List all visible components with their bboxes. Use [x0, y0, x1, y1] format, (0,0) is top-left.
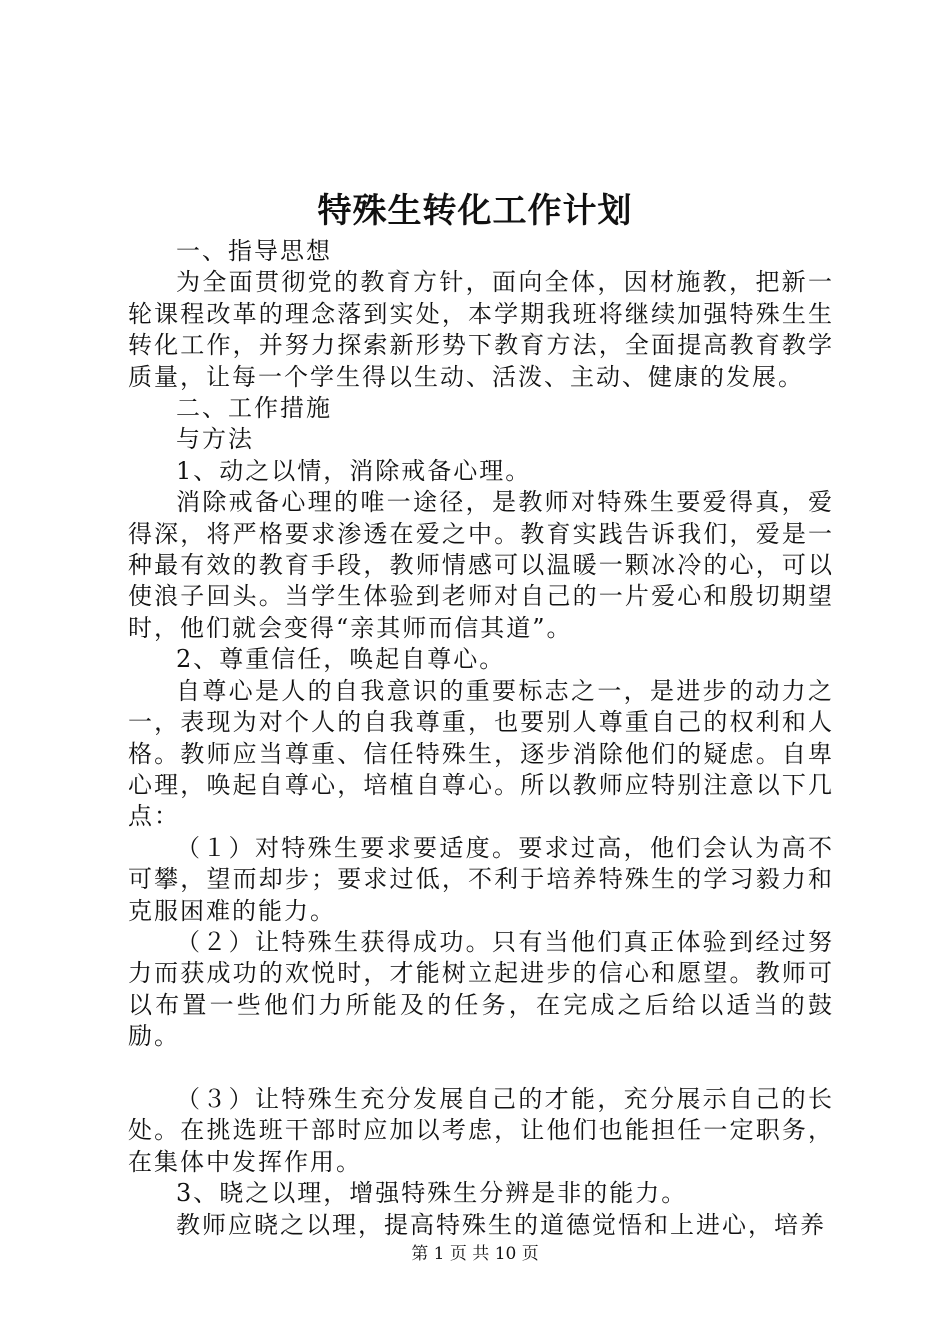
document-body	[128, 236, 834, 1241]
subheading-2: 2、尊重信任，唤起自尊心。	[176, 645, 506, 674]
paragraph-3: 教师应晓之以理，提高特殊生的道德觉悟和上进心，培养	[176, 1210, 826, 1239]
section-heading-1: 一、指导思想	[176, 237, 332, 265]
section-heading-2-continued: 与方法	[176, 425, 254, 454]
section-heading-2: 二、工作措施	[176, 394, 332, 423]
document-title: 特殊生转化工作计划	[317, 191, 633, 231]
subheading-3: 3、晓之以理，增强特殊生分辨是非的能力。	[176, 1179, 688, 1208]
list-item-3: （３）让特殊生充分发展自己的才能，充分展示自己的长处。在挑选班干部时应加以考虑，让他们也能担任一定职务，在集体中发挥作用。	[128, 1084, 834, 1176]
list-item-2: （２）让特殊生获得成功。只有当他们真正体验到经过努力而获成功的欢悦时，才能树立起进步的信心和愿望。教师可以布置一些他们力所能及的任务，在完成之后给以适当的鼓励。	[128, 927, 834, 1051]
list-item-1: （１）对特殊生要求要适度。要求过高，他们会认为高不可攀，望而却步；要求过低，不利于培养特殊生的学习毅力和克服困难的能力。	[128, 833, 834, 925]
paragraph-guiding-thought: 为全面贯彻党的教育方针，面向全体，因材施教，把新一轮课程改革的理念落到实处，本学期我班将继续加强特殊生生转化工作，并努力探索新形势下教育方法，全面提高教育教学质量，让每一个学生得以生动、活泼、主动、健康的发展。	[128, 268, 834, 391]
paragraph-2: 自尊心是人的自我意识的重要标志之一，是进步的动力之一，表现为对个人的自我尊重，也要别人尊重自己的权利和人格。教师应当尊重、信任特殊生，逐步消除他们的疑虑。自卑心理，唤起自尊心，培植自尊心。所以教师应特别注意以下几点：	[128, 676, 834, 831]
subheading-1: 1、动之以情，消除戒备心理。	[176, 456, 532, 485]
paragraph-1: 消除戒备心理的唯一途径，是教师对特殊生要爱得真，爱得深，将严格要求渗透在爱之中。教育实践告诉我们，爱是一种最有效的教育手段，教师情感可以温暖一颗冰冷的心，可以使浪子回头。当学生体验到老师对自己的一片爱心和殷切期望时，他们就会变得“亲其师而信其道”。	[128, 488, 834, 642]
page-number-footer: 第 1 页 共 10 页	[411, 1244, 539, 1264]
